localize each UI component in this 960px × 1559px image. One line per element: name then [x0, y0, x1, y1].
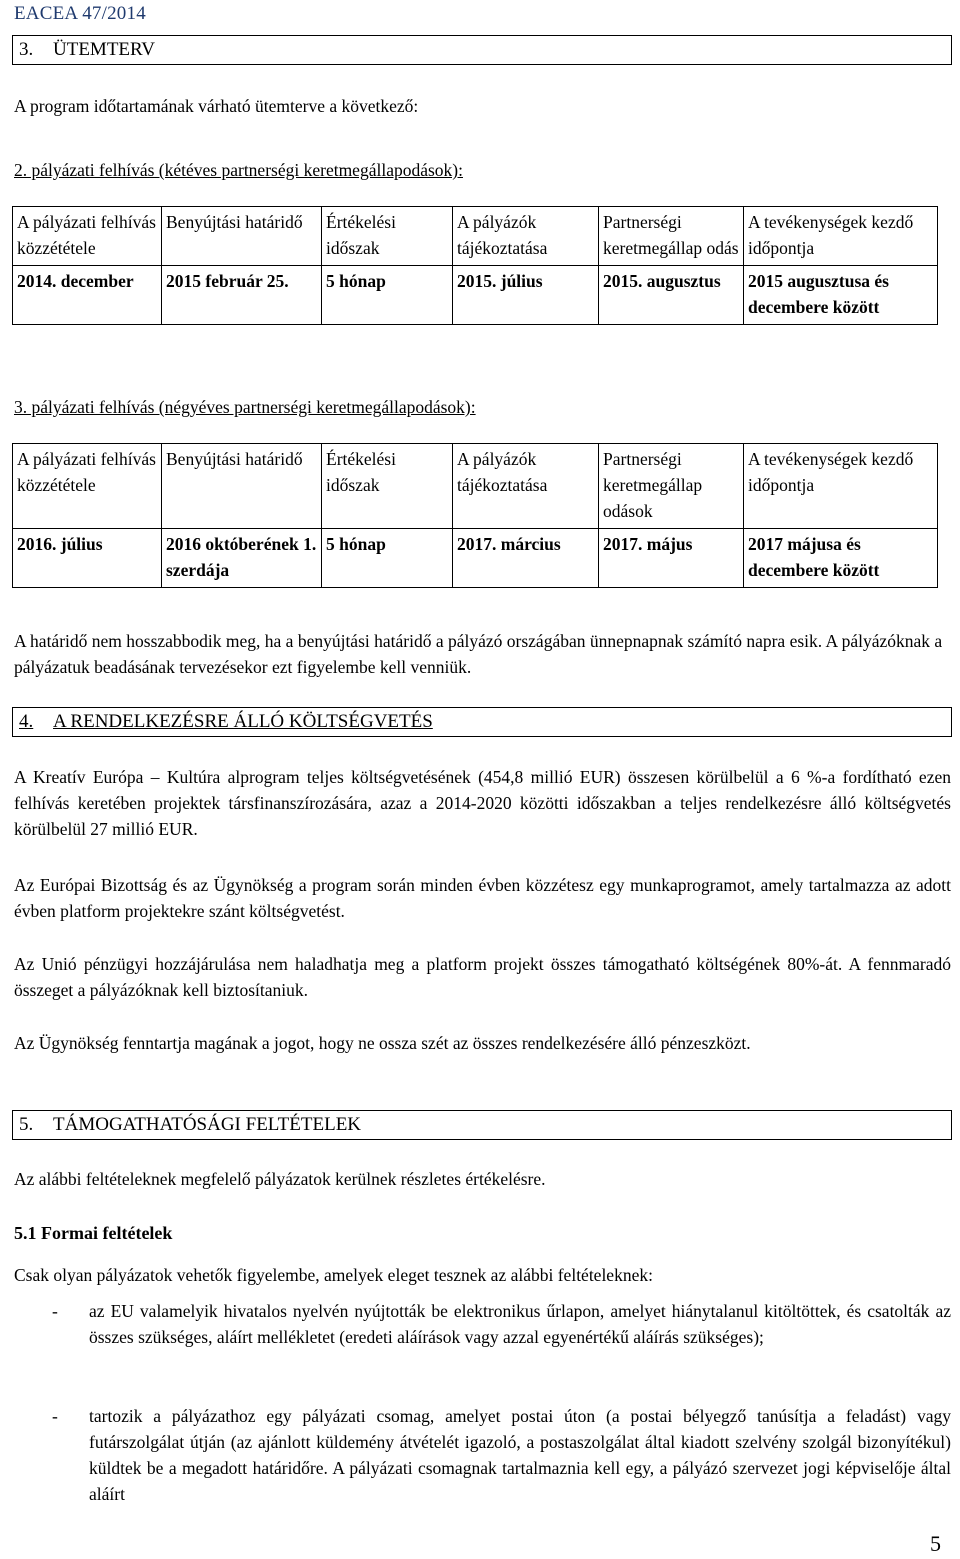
table-header-row [13, 207, 938, 266]
section-4-heading [12, 707, 952, 737]
table-cell: 5 hónap [322, 529, 453, 588]
deadline-note: A határidő nem hosszabbodik meg, ha a benyújtási határidő a pályázó országában ünnepnapnak számító napra esik. A pályázóknak a pályázatuk beadásának tervezésekor ezt figyelembe kell venniük. [14, 631, 943, 677]
table-cell: A pályázók tájékoztatása [453, 207, 599, 266]
table-cell: 2016 októberének 1. szerdája [162, 529, 322, 588]
table-cell: A pályázati felhívás közzététele [13, 207, 162, 266]
table-cell: Értékelési időszak [322, 444, 453, 529]
formal-conditions-heading: 5.1 Formai feltételek [14, 1223, 173, 1243]
table-cell: 2015. július [453, 266, 599, 325]
table-cell: 5 hónap [322, 266, 453, 325]
formal-conditions-intro: Csak olyan pályázatok vehetők figyelembe, amelyek eleget tesznek az alábbi feltételeknek: [14, 1265, 653, 1285]
table-cell: 2014. december [13, 266, 162, 325]
list-item [14, 1298, 951, 1378]
section-5-heading [12, 1110, 952, 1140]
list-item-text: tartozik a pályázathoz egy pályázati csomag, amelyet postai úton (a postai bélyegző tanúsítja a feladást) vagy futárszolgálat útján (az ajánlott küldemény átvételét igazoló, a postaszolgálat által kiadott szelvény szolgál bizonyítékul) küldtek be a megadott határidőre. A pályázati csomagnak tartalmaznia kell egy, a pályázó szervezet jogi képviselője által aláírt [89, 1406, 951, 1504]
table-cell: Értékelési időszak [322, 207, 453, 266]
table-header-row [13, 444, 938, 529]
table-cell: 2015 augusztusa és decembere között [744, 266, 938, 325]
table-cell: Partnerségi keretmegállap odások [599, 444, 744, 529]
list-item-text: az EU valamelyik hivatalos nyelvén nyújtották be elektronikus űrlapon, amelyet hiánytalanul kitöltöttek, és csatolták az összes szükséges, aláírt mellékletet (eredeti aláírások vagy azzal egyenértékű aláírás szükséges); [89, 1301, 951, 1347]
schedule-intro: A program időtartamának várható ütemterve a következő: [14, 96, 419, 116]
eligibility-intro: Az alábbi feltételeknek megfelelő pályázatok kerülnek részletes értékelésre. [14, 1169, 546, 1189]
bullet-dash: - [52, 1406, 58, 1426]
table-cell: A pályázati felhívás közzététele [13, 444, 162, 529]
section-4-number: 4. [19, 711, 34, 732]
document-id: EACEA 47/2014 [14, 3, 146, 24]
section-5-title: TÁMOGATHATÓSÁGI FELTÉTELEK [53, 1114, 362, 1135]
table-cell: 2015. augusztus [599, 266, 744, 325]
table-cell: A tevékenységek kezdő időpontja [744, 207, 938, 266]
budget-paragraph-4: Az Ügynökség fenntartja magának a jogot, hogy ne ossza szét az összes rendelkezésére álló pénzeszközt. [14, 1033, 751, 1053]
table-cell: 2015 február 25. [162, 266, 322, 325]
table-cell: 2017. május [599, 529, 744, 588]
call-3-timeline-table [12, 443, 938, 588]
section-3-number: 3. [19, 39, 34, 60]
table-cell: Benyújtási határidő [162, 207, 322, 266]
table-cell: 2017. március [453, 529, 599, 588]
budget-paragraph-2: Az Európai Bizottság és az Ügynökség a program során minden évben közzétesz egy munkaprogramot, amely tartalmazza az adott évben platform projektekre szánt költségvetést. [14, 875, 951, 921]
call-2-heading: 2. pályázati felhívás (kétéves partnerségi keretmegállapodások): [14, 160, 463, 180]
section-3-title: ÜTEMTERV [53, 39, 155, 60]
call-3-heading: 3. pályázati felhívás (négyéves partnerségi keretmegállapodások): [14, 397, 476, 417]
table-cell: A pályázók tájékoztatása [453, 444, 599, 529]
table-cell: Benyújtási határidő [162, 444, 322, 529]
table-cell: A tevékenységek kezdő időpontja [744, 444, 938, 529]
page-number: 5 [930, 1531, 941, 1556]
table-cell: 2016. július [13, 529, 162, 588]
budget-paragraph-1: A Kreatív Európa – Kultúra alprogram teljes költségvetésének (454,8 millió EUR) összesen körülbelül a 6 %-a fordítható ezen felhívás keretében projektek társfinanszírozására, azaz a 2014-2020 közötti időszakban a teljes rendelkezésre álló költségvetés körülbelül 27 millió EUR. [14, 767, 951, 839]
section-5-number: 5. [19, 1114, 34, 1135]
section-3-heading [12, 35, 952, 65]
table-row [13, 529, 938, 588]
table-cell: Partnerségi keretmegállap odás [599, 207, 744, 266]
section-4-title: A RENDELKEZÉSRE ÁLLÓ KÖLTSÉGVETÉS [53, 711, 433, 732]
table-cell: 2017 májusa és decembere között [744, 529, 938, 588]
budget-paragraph-3: Az Unió pénzügyi hozzájárulása nem haladhatja meg a platform projekt összes támogatható költségének 80%-át. A fennmaradó összeget a pályázóknak kell biztosítaniuk. [14, 954, 951, 1000]
list-item [14, 1403, 951, 1513]
table-row [13, 266, 938, 325]
call-2-timeline-table [12, 206, 938, 325]
bullet-dash: - [52, 1301, 58, 1321]
